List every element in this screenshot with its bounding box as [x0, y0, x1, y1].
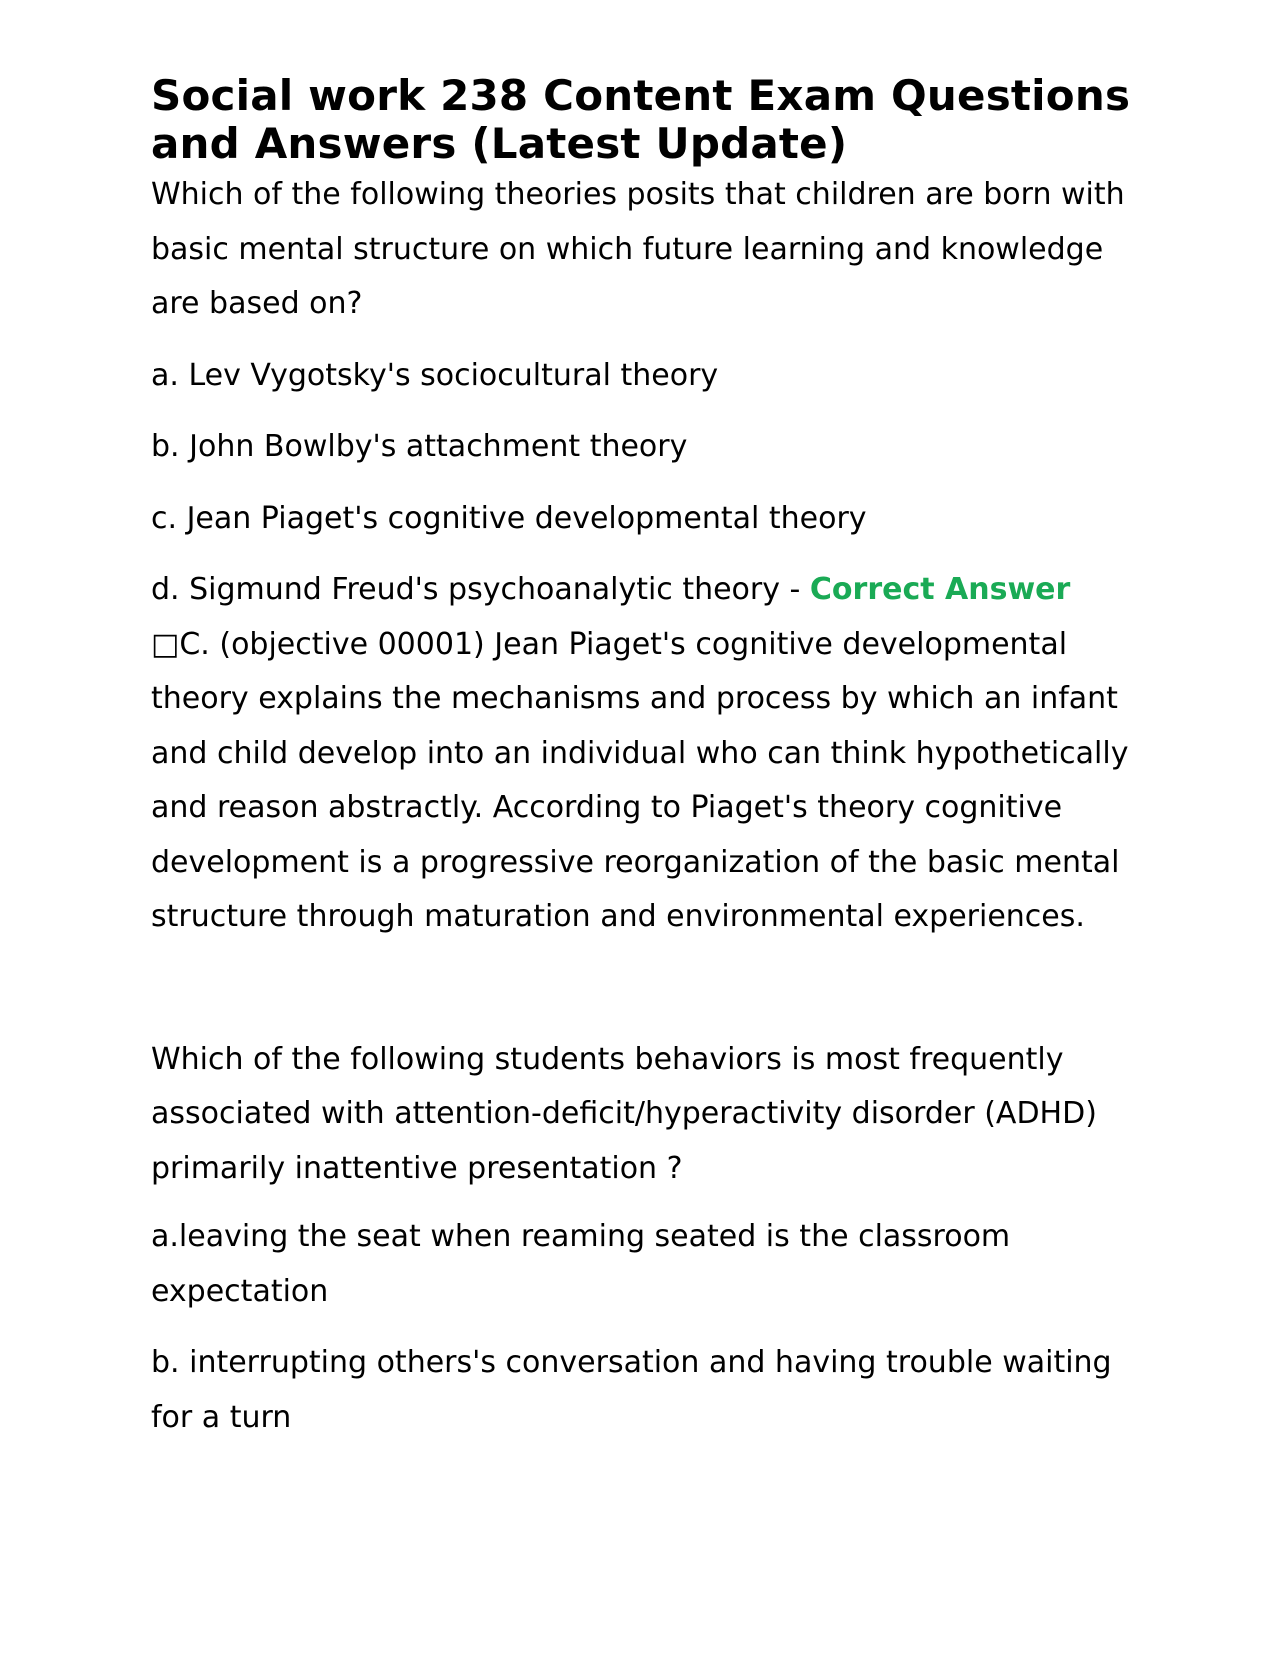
question-2-option-a: a.leaving the seat when reaming seated is the classroom expectation — [151, 1219, 1011, 1309]
question-1-text: Which of the following theories posits that children are born with basic mental structure on which future learning and knowledge are based on? — [151, 177, 1125, 321]
question-2-option-b: b. interrupting others's conversation and having trouble waiting for a turn — [151, 1345, 1112, 1435]
question-1-option-d: d. Sigmund Freud's psychoanalytic theory - — [151, 572, 810, 607]
question-2-text: Which of the following students behaviors is most frequently associated with attention-deficit/hyperactivity disorder (ADHD) primarily inattentive presentation ? — [151, 1041, 1097, 1186]
question-1-explanation: □C. (objective 00001) Jean Piaget's cognitive developmental theory explains the mechanisms and process by which an infant and child develop into an individual who can think hypothetically and reason abstractly. According to Piaget's theory cognitive development is a progressive reorganization of the basic mental structure through maturation and environmental experiences. — [151, 626, 1129, 934]
question-1-option-d-line — [151, 563, 1131, 618]
document-title: Social work 238 Content Exam Questions and Answers (Latest Update) — [151, 71, 1131, 168]
question-1-option-b: b. John Bowlby's attachment theory — [151, 429, 688, 464]
section-gap — [151, 945, 1131, 1033]
question-1-option-c: c. Jean Piaget's cognitive developmental theory — [151, 500, 867, 536]
question-1-options — [151, 349, 1131, 945]
document-page — [151, 72, 1131, 1445]
correct-answer-label: Correct Answer — [809, 572, 1071, 607]
question-1-option-a: a. Lev Vygotsky's sociocultural theory — [151, 357, 719, 393]
